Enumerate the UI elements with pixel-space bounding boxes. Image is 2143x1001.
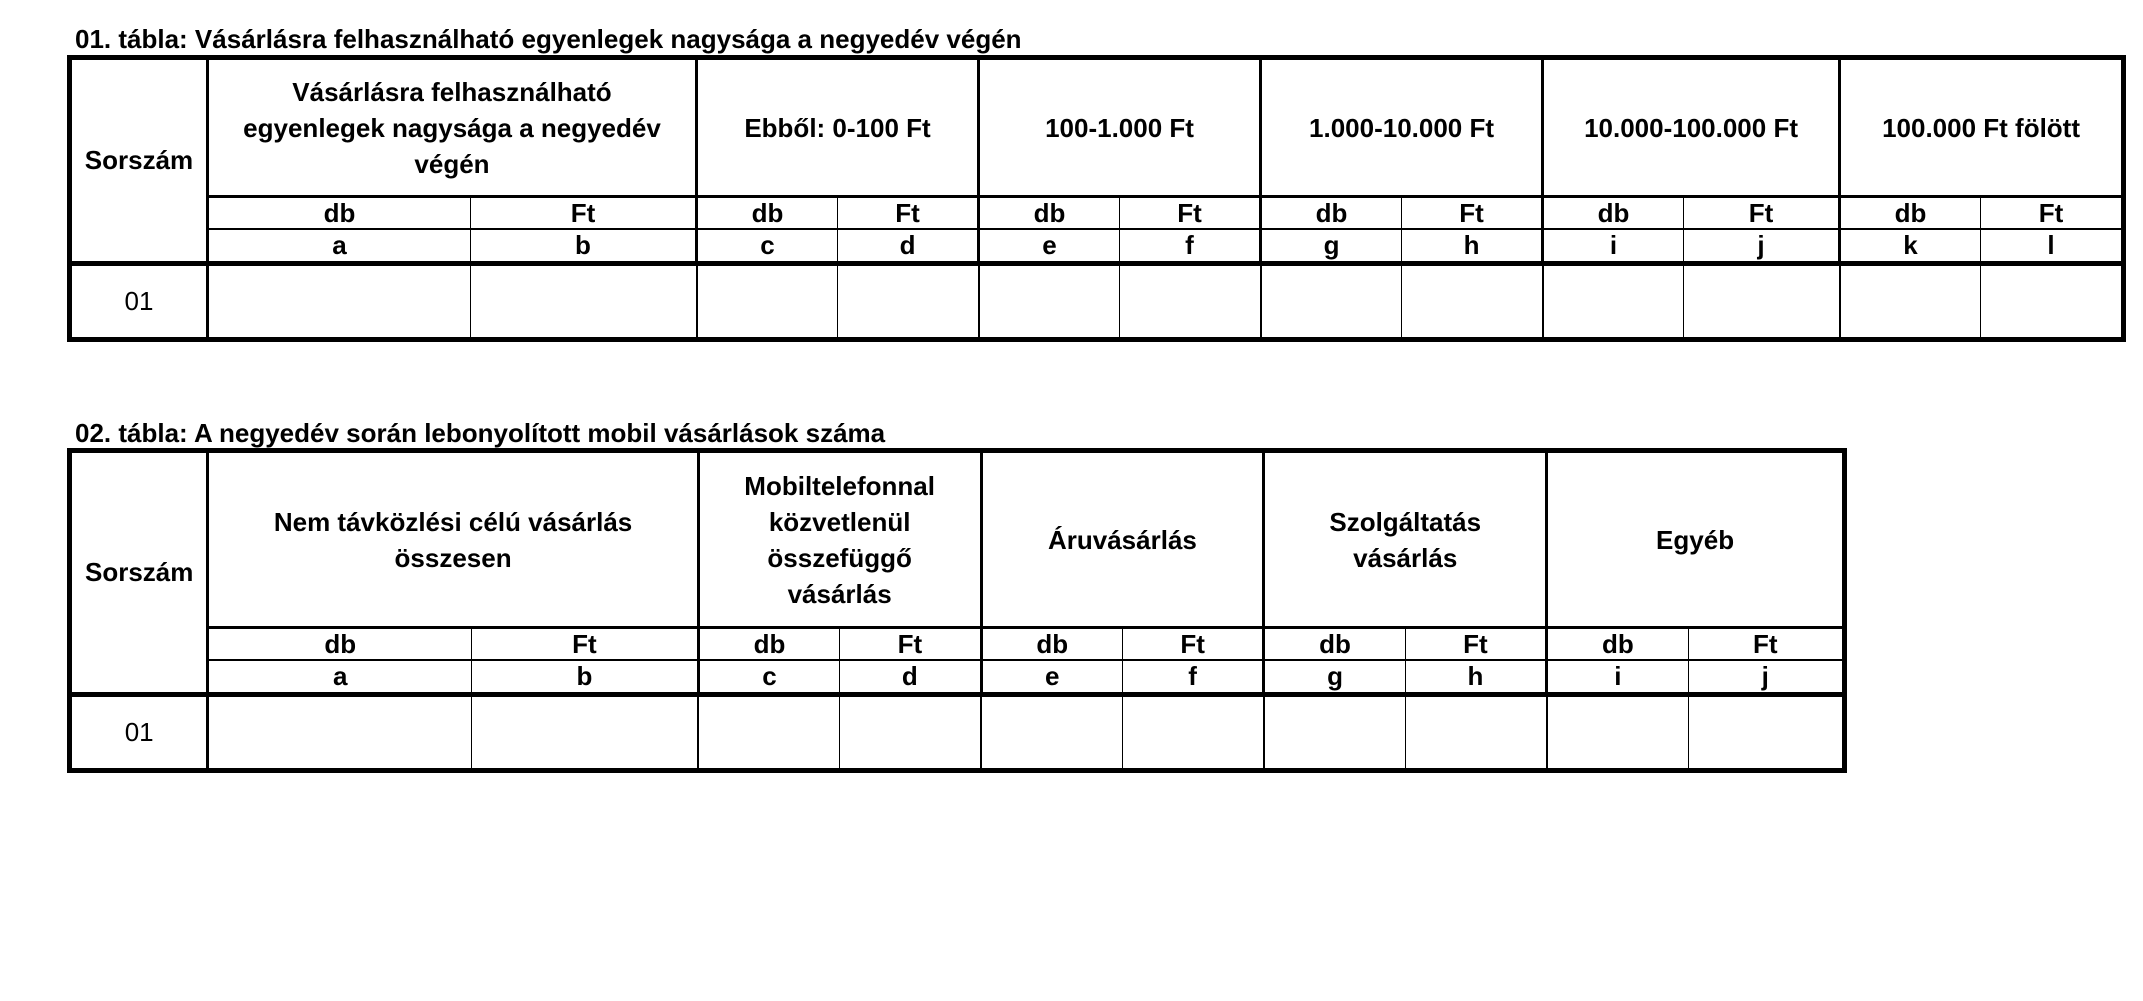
table2-mobile-purchases [67, 448, 1847, 773]
data-cell-j[interactable] [1684, 263, 1840, 339]
data-cell-d[interactable] [840, 694, 981, 770]
row-header-sorszam: Sorszám [70, 451, 208, 695]
column-code: e [979, 229, 1120, 263]
group-header-1000-10000: 1.000-10.000 Ft [1261, 58, 1543, 197]
data-cell-k[interactable] [1840, 263, 1981, 339]
column-code: g [1264, 660, 1405, 694]
group-header-services: Szolgáltatás vásárlás [1264, 451, 1547, 628]
unit-header: Ft [1684, 197, 1840, 230]
data-cell-d[interactable] [838, 263, 979, 339]
data-cell-g[interactable] [1264, 694, 1405, 770]
unit-header: Ft [1122, 628, 1263, 661]
group-header-goods: Áruvásárlás [981, 451, 1264, 628]
unit-header: db [1543, 197, 1684, 230]
data-cell-f[interactable] [1122, 694, 1263, 770]
unit-header: db [1264, 628, 1405, 661]
unit-header: Ft [472, 628, 699, 661]
unit-header: db [1840, 197, 1981, 230]
row-number: 01 [70, 263, 208, 339]
column-code: f [1120, 229, 1261, 263]
unit-header: db [698, 628, 839, 661]
unit-header: db [208, 628, 472, 661]
column-code: e [981, 660, 1122, 694]
data-cell-g[interactable] [1261, 263, 1402, 339]
group-header-10000-100000: 10.000-100.000 Ft [1543, 58, 1840, 197]
unit-header: db [208, 197, 471, 230]
data-cell-a[interactable] [208, 694, 472, 770]
unit-header: db [1261, 197, 1402, 230]
data-cell-c[interactable] [697, 263, 838, 339]
unit-header: db [697, 197, 838, 230]
unit-header: db [1547, 628, 1688, 661]
data-cell-j[interactable] [1688, 694, 1844, 770]
data-cell-h[interactable] [1405, 694, 1546, 770]
column-code: i [1547, 660, 1688, 694]
table1-caption: 01. tábla: Vásárlásra felhasználható egyenlegek nagysága a negyedév végén [75, 24, 1022, 54]
unit-header: db [979, 197, 1120, 230]
unit-header: Ft [1981, 197, 2124, 230]
data-cell-b[interactable] [472, 694, 699, 770]
column-code: h [1405, 660, 1546, 694]
data-cell-c[interactable] [698, 694, 839, 770]
column-code: a [208, 229, 471, 263]
data-cell-h[interactable] [1402, 263, 1543, 339]
unit-header: Ft [1688, 628, 1844, 661]
column-code: f [1122, 660, 1263, 694]
data-cell-l[interactable] [1981, 263, 2124, 339]
column-code: h [1402, 229, 1543, 263]
table1-balances [67, 55, 2126, 342]
unit-header: Ft [1402, 197, 1543, 230]
data-cell-b[interactable] [471, 263, 697, 339]
column-code: g [1261, 229, 1402, 263]
unit-header: Ft [1120, 197, 1261, 230]
column-code: l [1981, 229, 2124, 263]
data-cell-i[interactable] [1543, 263, 1684, 339]
column-code: c [697, 229, 838, 263]
data-cell-e[interactable] [981, 694, 1122, 770]
data-cell-i[interactable] [1547, 694, 1688, 770]
group-header-total-balance: Vásárlásra felhasználható egyenlegek nagysága a negyedév végén [208, 58, 697, 197]
column-code: b [471, 229, 697, 263]
column-code: j [1684, 229, 1840, 263]
data-cell-f[interactable] [1120, 263, 1261, 339]
row-number: 01 [70, 694, 208, 770]
column-code: b [472, 660, 699, 694]
column-code: a [208, 660, 472, 694]
column-code: c [698, 660, 839, 694]
unit-header: Ft [840, 628, 981, 661]
column-code: d [840, 660, 981, 694]
unit-header: Ft [471, 197, 697, 230]
table2-caption: 02. tábla: A negyedév során lebonyolított mobil vásárlások száma [75, 418, 886, 448]
column-code: j [1688, 660, 1844, 694]
data-cell-e[interactable] [979, 263, 1120, 339]
column-code: i [1543, 229, 1684, 263]
group-header-over-100000: 100.000 Ft fölött [1840, 58, 2124, 197]
group-header-other: Egyéb [1547, 451, 1845, 628]
group-header-non-telecom-total: Nem távközlési célú vásárlás összesen [208, 451, 698, 628]
group-header-mobile-related: Mobiltelefonnal közvetlenül összefüggő vásárlás [698, 451, 981, 628]
unit-header: Ft [1405, 628, 1546, 661]
group-header-100-1000: 100-1.000 Ft [979, 58, 1261, 197]
column-code: k [1840, 229, 1981, 263]
unit-header: Ft [838, 197, 979, 230]
unit-header: db [981, 628, 1122, 661]
row-header-sorszam: Sorszám [70, 58, 208, 264]
group-header-0-100: Ebből: 0-100 Ft [697, 58, 979, 197]
data-cell-a[interactable] [208, 263, 471, 339]
column-code: d [838, 229, 979, 263]
